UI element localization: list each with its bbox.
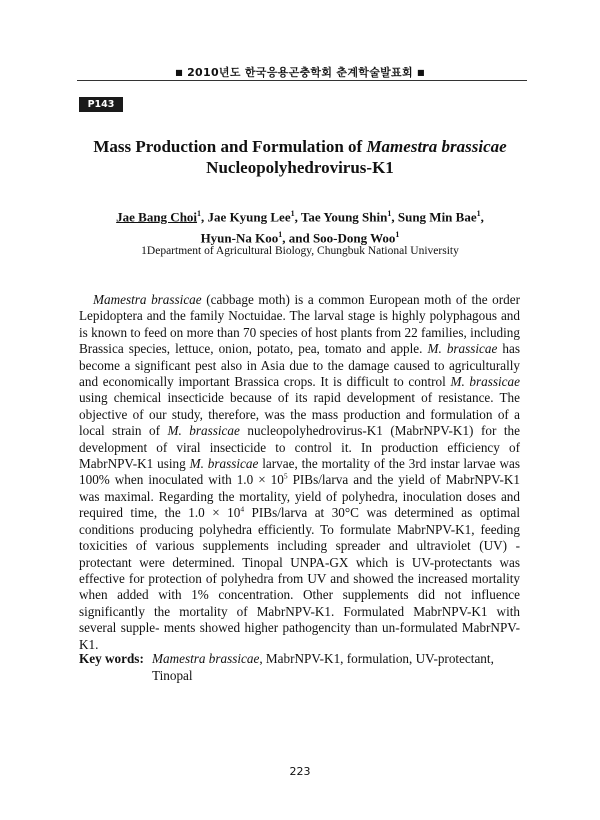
paper-title (40, 136, 560, 178)
author-name: Soo-Dong Woo (312, 230, 396, 246)
author-name: Hyun-Na Koo (200, 230, 279, 246)
keyword-species: Mamestra brassicae (152, 651, 260, 666)
poster-badge: P143 (79, 97, 123, 112)
author-name: Tae Young Shin (300, 209, 388, 225)
abstract-text: (cabbage moth) is a common European moth of the order Lepidoptera and the family Noctuidae. The larval stage is highly polyphagous and is known to feed on more than 70 species of host plants from 22 families, including Brassica species, lettuce, onion, potato, pea, tomato and apple. (79, 292, 520, 357)
abstract-text: has become a significant pest also in Asia due to the damage caused to agriculturally and economically important Brassica crops. It is difficult to control (79, 341, 520, 390)
author-sep: , (391, 209, 398, 225)
abstract-body (79, 292, 520, 653)
bullet-left: ■ (175, 68, 183, 77)
title-part2: Nucleopolyhedrovirus-K1 (206, 158, 394, 177)
abstract-exponent: 5 (283, 472, 288, 482)
abstract-text: larvae, the mortality of the 3rd instar larvae was 100% when inoculated with 1.0 × 10 (79, 456, 521, 488)
author-list: Jae Bang Choi$^1$, Jae Kyung Lee$^1$, Tae Young Shin$^1$, Sung Min Bae$^1$, Hyun-Na Koo$^1$, and Soo-Dong Woo$^1$ (116, 209, 484, 246)
abstract-text: using chemical insecticide because of its rapid development of resistance. The objective of our study, therefore, was the mass production and formulation of a local strain of (79, 390, 520, 439)
author-sup: 1 (476, 209, 481, 218)
abstract-species: M. brassicae (450, 374, 520, 390)
affiliation: 1Department of Agricultural Biology, Chungbuk National University (141, 245, 459, 257)
author-sup: 1 (290, 209, 295, 218)
abstract-species: M. brassicae (167, 423, 240, 439)
conference-title: 2010년도 한국응용곤충학회 춘계학술발표회 (187, 66, 413, 79)
author-sup: 1 (278, 230, 283, 240)
conference-header (0, 64, 600, 80)
title-species: Mamestra brassicae (366, 137, 507, 156)
author-name: Jae Kyung Lee (207, 209, 291, 225)
keywords-rest: , MabrNPV-K1, formulation, UV-protectant, Tinopal (152, 651, 494, 683)
author-sup: 1 (197, 209, 202, 218)
bullet-right: ■ (417, 68, 425, 77)
author-sup: 1 (395, 230, 400, 240)
keywords-label: Key words: (79, 651, 144, 666)
abstract-text: PIBs/larva and the yield of MabrNPV-K1 was maximal. Regarding the mortality, yield of polyhedra, inoculation doses and required time, the 1.0 × 10 (79, 472, 521, 521)
header-rule (77, 80, 527, 81)
title-part1: Mass Production and Formulation of (93, 137, 367, 156)
abstract-text: PIBs/larva at 30°C was determined as optimal conditions producing polyhedra efficiently. To formulate MabrNPV-K1, feeding toxicities of various supplements including spreader and ultraviolet (UV) -protectant were determined. Tinopal UNPA-GX which is UV-protectants was effective for protection of polyhedra from UV and showed the increased mortality when added with 1% concentration. Other supplements did not influence significantly the mortality of MabrNPV-K1. Formulated MabrNPV-K1 with several supple- ments showed higher pathogencity than un-formulated MabrNPV-K1. (79, 505, 520, 652)
author-name: Jae Bang Choi (116, 209, 198, 225)
abstract-text: nucleopolyhedrovirus-K1 (MabrNPV-K1) for the development of viral insecticide to control it. In production efficiency of MabrNPV-K1 using (79, 423, 520, 472)
author-sup: 1 (387, 209, 392, 218)
abstract-species: Mamestra brassicae (93, 292, 202, 307)
author-name: Sung Min Bae (397, 209, 477, 225)
author-sep: , (201, 209, 208, 225)
author-sep: , and (282, 230, 313, 246)
keywords-text (152, 650, 524, 684)
abstract-exponent: 4 (240, 504, 245, 514)
abstract-species: M. brassicae (427, 341, 498, 357)
page-number: 223 (289, 765, 311, 778)
author-sep: , (294, 209, 301, 225)
abstract-species: M. brassicae (189, 456, 259, 472)
